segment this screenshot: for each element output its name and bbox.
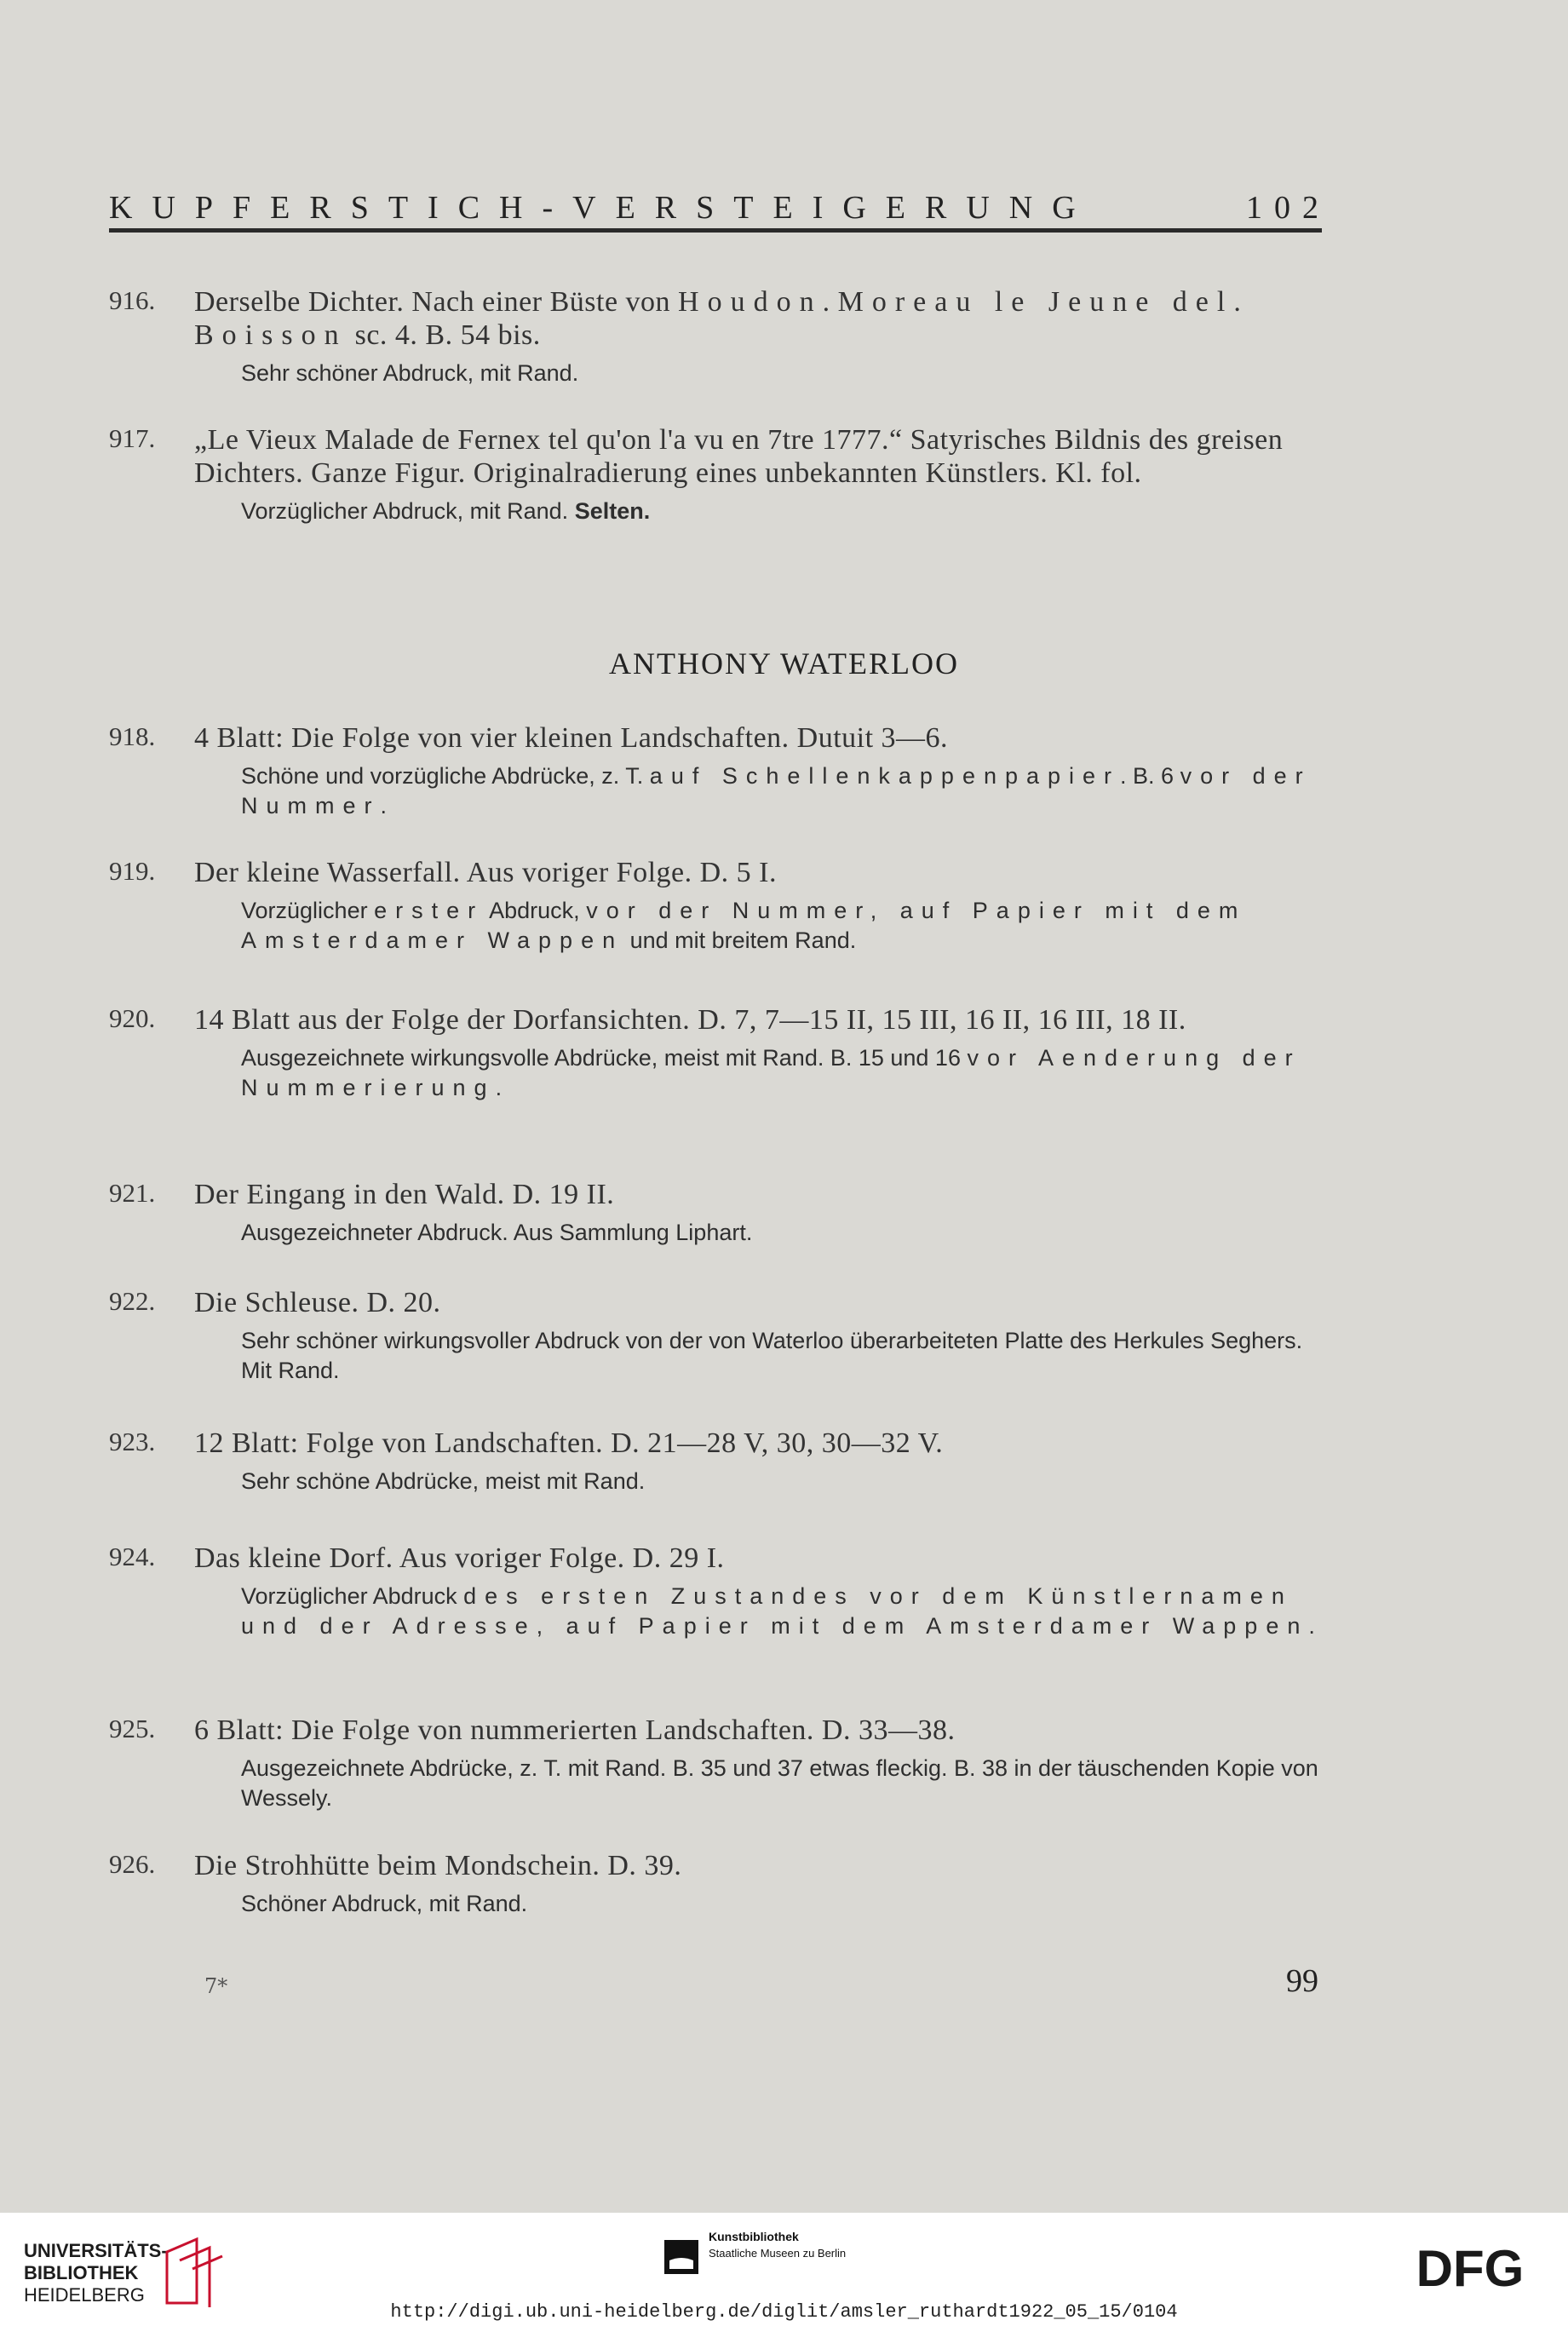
lot-title: Die Schleuse. D. 20.	[194, 1287, 441, 1318]
lot-number: 917.	[109, 423, 156, 453]
lot-description: Vorzüglicher erster Abdruck, vor der Nummer, auf Papier mit dem Amsterdamer Wappen und mit breitem Rand.	[241, 898, 1247, 953]
kb-line-1: Kunstbibliothek	[709, 2230, 799, 2243]
lot-number: 925.	[109, 1714, 156, 1743]
dfg-logo[interactable]	[1393, 2243, 1547, 2291]
dfg-text: DFG	[1416, 2243, 1525, 2291]
lot-entry	[109, 1178, 1322, 1248]
lot-number: 916.	[109, 285, 156, 315]
ub-line-3: HEIDELBERG	[24, 2284, 145, 2306]
kunstbibliothek-emblem-icon	[664, 2240, 698, 2274]
ub-heidelberg-logo[interactable]	[24, 2240, 237, 2308]
header-rule	[109, 228, 1322, 233]
lot-description: Ausgezeichnete wirkungsvolle Abdrücke, meist mit Rand. B. 15 und 16 vor Aenderung der Nummerierung.	[241, 1045, 1301, 1100]
lot-description: Sehr schöner Abdruck, mit Rand.	[241, 360, 579, 386]
lot-entry	[109, 1714, 1322, 1813]
lot-title: Die Strohhütte beim Mondschein. D. 39.	[194, 1850, 682, 1881]
lot-description: Schöner Abdruck, mit Rand.	[241, 1891, 528, 1916]
lot-title: 14 Blatt aus der Folge der Dorfansichten. D. 7, 7—15 II, 15 III, 16 II, 16 III, 18 II.	[194, 1004, 1186, 1036]
permalink-url[interactable]: http://digi.ub.uni-heidelberg.de/diglit/amsler_ruthardt1922_05_15/0104	[390, 2301, 1178, 2323]
lot-title: 4 Blatt: Die Folge von vier kleinen Landschaften. Dutuit 3—6.	[194, 722, 949, 754]
rarity-note: Selten.	[574, 498, 651, 524]
lot-description: Schöne und vorzügliche Abdrücke, z. T. auf Schellenkappenpapier. B. 6 vor der Nummer.	[241, 763, 1312, 818]
lot-title: Der Eingang in den Wald. D. 19 II.	[194, 1179, 615, 1210]
lot-entry	[109, 1427, 1322, 1496]
lot-title: „Le Vieux Malade de Fernex tel qu'on l'a vu en 7tre 1777.“ Satyrisches Bildnis des greisen Dichters. Ganze Figur. Originalradierung eines unbekannten Künstlers. Kl. fol.	[194, 424, 1284, 489]
lot-title: 12 Blatt: Folge von Landschaften. D. 21—28 V, 30, 30—32 V.	[194, 1427, 944, 1459]
lot-entry	[109, 285, 1322, 388]
lot-entry	[109, 1286, 1322, 1386]
lot-number: 920.	[109, 1003, 156, 1033]
lot-description: Sehr schöner wirkungsvoller Abdruck von der von Waterloo überarbeiteten Platte des Herkules Seghers. Mit Rand.	[241, 1328, 1303, 1383]
lot-description: Ausgezeichnete Abdrücke, z. T. mit Rand. B. 35 und 37 etwas fleckig. B. 38 in der täuschenden Kopie von Wessely.	[241, 1755, 1318, 1811]
running-header	[109, 189, 1330, 227]
lot-entry	[109, 1003, 1322, 1103]
lot-entry	[109, 856, 1322, 956]
lot-title: Der kleine Wasserfall. Aus voriger Folge. D. 5 I.	[194, 857, 777, 888]
header-page-number: 102	[1246, 190, 1330, 226]
lot-number: 921.	[109, 1178, 156, 1208]
signature-mark: 7*	[204, 1974, 228, 1998]
section-title: ANTHONY WATERLOO	[609, 646, 959, 681]
lot-number: 922.	[109, 1286, 156, 1316]
lot-number: 923.	[109, 1427, 156, 1456]
running-title: KUPFERSTICH-VERSTEIGERUNG	[109, 190, 1095, 226]
ub-emblem-icon	[158, 2235, 235, 2312]
ub-line-2: BIBLIOTHEK	[24, 2262, 139, 2283]
lot-number: 918.	[109, 721, 156, 751]
lot-number: 924.	[109, 1542, 156, 1571]
lot-entry	[109, 423, 1322, 526]
lot-description: Ausgezeichneter Abdruck. Aus Sammlung Liphart.	[241, 1220, 753, 1245]
lot-title: Derselbe Dichter. Nach einer Büste von Houdon. Moreau le Jeune del. Boisson sc. 4. B. 54 bis.	[194, 286, 1242, 351]
lot-entry	[109, 1849, 1322, 1919]
lot-number: 926.	[109, 1849, 156, 1879]
lot-entry	[109, 1542, 1322, 1641]
folio-number: 99	[1286, 1963, 1318, 1999]
lot-number: 919.	[109, 856, 156, 886]
lot-description: Vorzüglicher Abdruck des ersten Zustandes vor dem Künstlernamen und der Adresse, auf Papier mit dem Amsterdamer Wappen.	[241, 1583, 1315, 1639]
lot-description: Vorzüglicher Abdruck, mit Rand. Selten.	[241, 498, 651, 524]
lot-title: Das kleine Dorf. Aus voriger Folge. D. 29 I.	[194, 1542, 725, 1574]
lot-title: 6 Blatt: Die Folge von nummerierten Landschaften. D. 33—38.	[194, 1714, 956, 1746]
lot-description: Sehr schöne Abdrücke, meist mit Rand.	[241, 1468, 646, 1494]
lot-entry	[109, 721, 1322, 821]
ub-line-1: UNIVERSITÄTS-	[24, 2240, 168, 2261]
kb-line-2: Staatliche Museen zu Berlin	[709, 2247, 847, 2260]
